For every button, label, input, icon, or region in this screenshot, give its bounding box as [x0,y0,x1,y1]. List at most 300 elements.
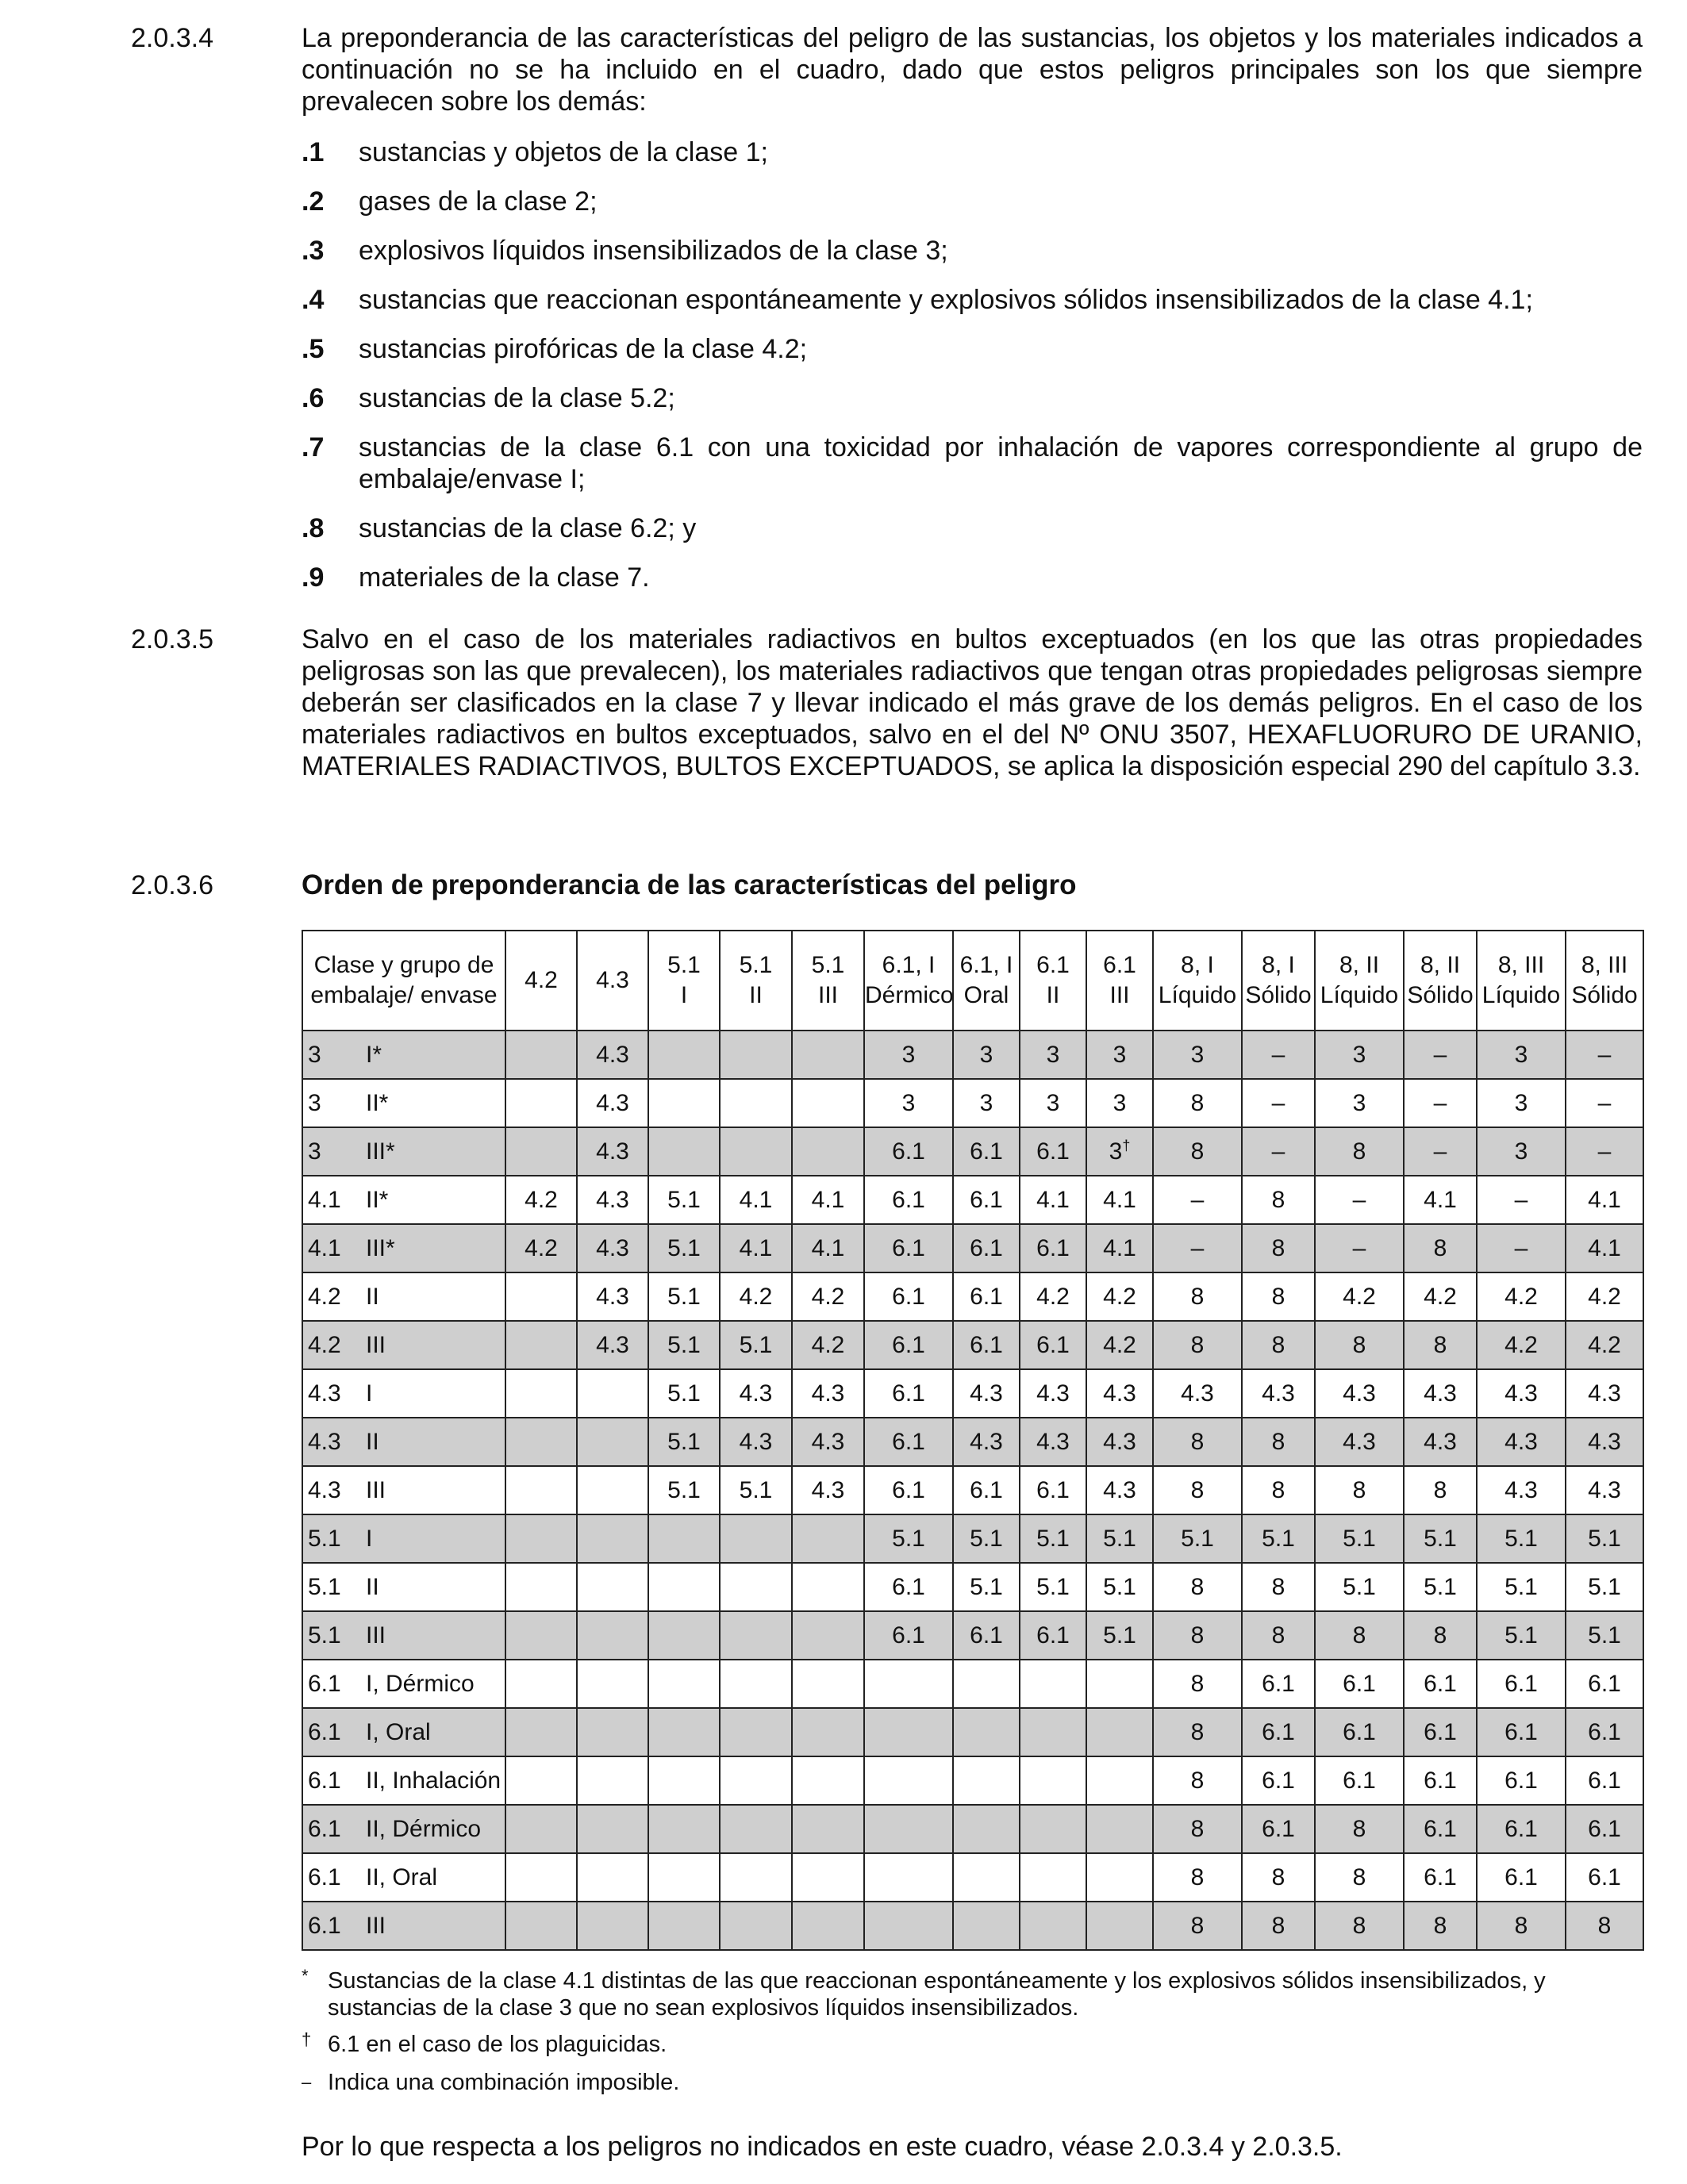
cell-value: 8 [1190,1816,1205,1842]
table-cell [864,1805,953,1853]
table-cell [1020,1563,1086,1611]
table-cell [1242,1079,1315,1127]
cell-value: 4.3 [596,1235,629,1261]
cell-value: 4.2 [525,1187,558,1213]
cell-value: 3 [1352,1042,1366,1068]
table-cell [1315,1418,1404,1466]
row-class: 4.3 [302,1466,363,1514]
table-cell [1242,1321,1315,1369]
table-cell [1566,1611,1643,1660]
table-cell [1086,1272,1153,1321]
cell-value: 8 [1271,1332,1285,1358]
table-cell [1477,1031,1566,1079]
table-cell [648,1708,720,1756]
cell-value: 6.1 [1588,1768,1621,1794]
header-corner: Clase y grupo de embalaje/ envase [302,931,505,1031]
table-cell [1404,1321,1477,1369]
cell-value: 5.1 [667,1477,701,1503]
table-cell [577,1611,648,1660]
table-row [302,1853,1643,1902]
row-packing-group: III* [363,1127,505,1176]
cell-value: 4.3 [1036,1429,1070,1455]
cell-value: 5.1 [1036,1526,1070,1552]
table-cell [577,1708,648,1756]
cell-value: 8 [1352,1816,1366,1842]
cell-value: 5.1 [892,1526,925,1552]
table-cell [720,1611,792,1660]
table-cell [720,1514,792,1563]
cell-value: 4.3 [811,1477,845,1503]
cell-value: 8 [1190,1719,1205,1745]
table-cell [1086,1853,1153,1902]
table-cell [1153,1031,1242,1079]
table-cell [577,1369,648,1418]
cell-value: 4.3 [596,1042,629,1068]
table-cell [953,1563,1020,1611]
table-cell [720,1805,792,1853]
table-cell [577,1176,648,1224]
cell-value: 6.1 [970,1187,1003,1213]
table-header-row [302,931,1643,1031]
table-cell [1477,1756,1566,1805]
table-row [302,1369,1643,1418]
column-header-line: Líquido [1320,982,1399,1008]
table-cell [1404,1660,1477,1708]
table-cell [577,1321,648,1369]
cell-value: 4.3 [1103,1380,1136,1407]
cell-value: 6.1 [970,1477,1003,1503]
cell-value: 8 [1190,1138,1205,1165]
cell-value: 8 [1271,1574,1285,1600]
cell-value: 6.1 [1343,1671,1376,1697]
cell-value: 8 [1271,1477,1285,1503]
table-cell [1566,1853,1643,1902]
table-cell [1566,1031,1643,1079]
table-cell [1086,1660,1153,1708]
cell-value: 6.1 [892,1284,925,1310]
table-cell [1315,1611,1404,1660]
row-class: 4.3 [302,1418,363,1466]
cell-value: 4.3 [1343,1429,1376,1455]
cell-value: 8 [1271,1429,1285,1455]
column-header-line: 8, II [1339,952,1380,978]
table-cell [1086,1563,1153,1611]
table-cell [1153,1611,1242,1660]
cell-value: – [1597,1138,1612,1165]
table-cell [1086,1127,1153,1176]
table-cell [1086,1902,1153,1950]
row-packing-group: I, Dérmico [363,1660,505,1708]
cell-value: – [1433,1042,1447,1068]
cell-value: 8 [1190,1429,1205,1455]
table-cell [1315,1127,1404,1176]
table-cell [648,1514,720,1563]
table-cell [953,1902,1020,1950]
table-cell [577,1079,648,1127]
cell-value: 4.3 [596,1138,629,1165]
cell-value: 4.1 [1424,1187,1457,1213]
column-header [1566,931,1643,1031]
cell-value: 4.2 [1424,1284,1457,1310]
table-cell [1566,1805,1643,1853]
cell-value: 4.2 [1588,1332,1621,1358]
table-cell [505,1466,577,1514]
cell-value: 5.1 [970,1526,1003,1552]
cell-value: 8 [1433,1235,1447,1261]
cell-value: 8 [1352,1622,1366,1649]
cell-value: 8 [1271,1187,1285,1213]
table-cell [792,1418,864,1466]
table-cell [1566,1563,1643,1611]
table-cell [505,1369,577,1418]
table-cell [1153,1369,1242,1418]
table-cell [792,1466,864,1514]
cell-value: 6.1 [1424,1768,1457,1794]
cell-value: 3 [1514,1138,1528,1165]
table-cell [1086,1708,1153,1756]
table-cell [1566,1708,1643,1756]
table-cell [1566,1176,1643,1224]
table-cell [1404,1902,1477,1950]
table-cell [1566,1079,1643,1127]
cell-value: 4.2 [1504,1284,1538,1310]
table-cell [953,1611,1020,1660]
precedence-table [302,930,1644,1951]
cell-value: 6.1 [970,1622,1003,1649]
table-cell [1477,1563,1566,1611]
table-cell [1020,1079,1086,1127]
list-item-number: .9 [302,562,325,593]
table-cell [648,1611,720,1660]
section-number: 2.0.3.5 [131,624,213,654]
row-class: 4.1 [302,1224,363,1272]
cell-value: 8 [1271,1235,1285,1261]
row-packing-group: III [363,1466,505,1514]
table-cell [1086,1611,1153,1660]
table-cell [1242,1563,1315,1611]
cell-value: 6.1 [1343,1719,1376,1745]
column-header-line: 4.2 [525,967,558,993]
table-cell [792,1611,864,1660]
table-cell [1315,1224,1404,1272]
table-cell [1086,1418,1153,1466]
cell-value: 6.1 [1588,1719,1621,1745]
table-cell [1477,1127,1566,1176]
cell-value: 3 [1352,1090,1366,1116]
row-packing-group: II, Inhalación [363,1756,505,1805]
table-cell [648,1805,720,1853]
row-packing-group: III [363,1611,505,1660]
table-cell [953,1805,1020,1853]
list-item-text: sustancias que reaccionan espontáneamente y explosivos sólidos insensibilizados de la clase 4.1; [359,285,1533,315]
column-header [792,931,864,1031]
table-row [302,1756,1643,1805]
cell-value: 5.1 [1588,1622,1621,1649]
cell-value: 6.1 [1424,1719,1457,1745]
cell-value: 4.1 [739,1235,773,1261]
column-header [1315,931,1404,1031]
table-cell [864,1514,953,1563]
table-cell [1153,1853,1242,1902]
table-row [302,1272,1643,1321]
table-cell [1242,1466,1315,1514]
table-cell [1153,1127,1242,1176]
cell-value: 8 [1433,1332,1447,1358]
cell-value: 4.1 [1588,1187,1621,1213]
table-cell [505,1902,577,1950]
table-cell [1153,1756,1242,1805]
row-class: 5.1 [302,1563,363,1611]
table-cell [1315,1079,1404,1127]
table-body [302,1031,1643,1950]
footnote-text: Sustancias de la clase 4.1 distintas de las que reaccionan espontáneamente y los explosivos sólidos insensibilizados, y sustancias de la clase 3 que no sean explosivos líquidos insensibilizados. [328,1968,1546,2021]
column-header [1086,931,1153,1031]
table-cell [1566,1418,1643,1466]
table-cell [1020,1853,1086,1902]
cell-value: 4.2 [811,1332,845,1358]
table-cell [864,1563,953,1611]
cell-value: 8 [1433,1913,1447,1939]
table-cell [864,1853,953,1902]
row-class: 6.1 [302,1853,363,1902]
cell-value: 8 [1597,1913,1612,1939]
table-row [302,1514,1643,1563]
table-cell [648,1272,720,1321]
table-cell [1477,1272,1566,1321]
table-cell [1020,1514,1086,1563]
cell-value: 8 [1352,1138,1366,1165]
column-header-line: III [1109,982,1130,1008]
table-cell [505,1031,577,1079]
column-header-line: III [818,982,839,1008]
cell-value: – [1597,1042,1612,1068]
cell-value: 4.3 [1504,1429,1538,1455]
table-cell [1404,1756,1477,1805]
cell-value: 4.3 [1504,1380,1538,1407]
column-header [505,931,577,1031]
table-cell [577,1805,648,1853]
table-cell [648,1756,720,1805]
table-cell [577,1031,648,1079]
column-header-line: Líquido [1481,982,1561,1008]
row-packing-group: III* [363,1224,505,1272]
table-cell [792,1708,864,1756]
cell-value: 6.1 [1588,1816,1621,1842]
column-header-line: 8, III [1581,952,1628,978]
table-cell [1566,1756,1643,1805]
table-cell [864,1321,953,1369]
cell-value: 8 [1190,1671,1205,1697]
cell-value: 6.1 [1036,1235,1070,1261]
table-cell [1566,1660,1643,1708]
table-cell [720,1466,792,1514]
table-row [302,1224,1643,1272]
cell-value: 4.3 [596,1332,629,1358]
cell-value: 6.1 [1262,1671,1295,1697]
table-cell [505,1756,577,1805]
cell-value: 4.2 [739,1284,773,1310]
column-header-line: 6.1 [1103,952,1136,978]
cell-value: 4.1 [739,1187,773,1213]
table-cell [792,1176,864,1224]
table-cell [577,1853,648,1902]
cell-value: 6.1 [970,1284,1003,1310]
cell-value: 8 [1271,1284,1285,1310]
table-cell [1404,1127,1477,1176]
table-row [302,1321,1643,1369]
table-cell [1477,1466,1566,1514]
cell-value: 4.2 [525,1235,558,1261]
table-row [302,1176,1643,1224]
table-cell [1086,1176,1153,1224]
table-cell [1086,1321,1153,1369]
dagger-mark: † [1122,1138,1131,1153]
table-cell [792,1321,864,1369]
table-cell [1020,1466,1086,1514]
table-cell [1566,1466,1643,1514]
column-header-line: 8, II [1420,952,1461,978]
table-cell [720,1660,792,1708]
cell-value: – [1514,1235,1528,1261]
table-cell [953,1031,1020,1079]
cell-value: 6.1 [1262,1816,1295,1842]
cell-value: – [1271,1138,1285,1165]
table-cell [1404,1708,1477,1756]
cell-value: 5.1 [970,1574,1003,1600]
table-cell [953,1079,1020,1127]
cell-value: 6.1 [1504,1719,1538,1745]
cell-value: 6.1 [1588,1671,1621,1697]
table-cell [792,1224,864,1272]
row-packing-group: III [363,1902,505,1950]
table-cell [1153,1176,1242,1224]
cell-value: 6.1 [1036,1622,1070,1649]
footnote-mark: † [302,2029,312,2049]
table-cell [720,1031,792,1079]
list-item-text: materiales de la clase 7. [359,562,650,593]
cell-value: 4.3 [1343,1380,1376,1407]
list-item-number: .7 [302,432,325,463]
column-header-line: 6.1, I [882,952,936,978]
table-cell [1020,1708,1086,1756]
column-header [1153,931,1242,1031]
cell-value: 4.3 [1103,1477,1136,1503]
cell-value: 6.1 [892,1429,925,1455]
table-cell [864,1708,953,1756]
cell-value: 8 [1433,1622,1447,1649]
section-number: 2.0.3.6 [131,870,213,900]
cell-value: 4.1 [1103,1187,1136,1213]
cell-value: 6.1 [1504,1864,1538,1890]
list-item-text: gases de la clase 2; [359,186,598,217]
table-cell [1153,1466,1242,1514]
cell-value: 3 [1046,1042,1060,1068]
table-cell [953,1321,1020,1369]
list-item-number: .2 [302,186,325,217]
table-cell [1242,1369,1315,1418]
row-class: 6.1 [302,1708,363,1756]
cell-value: – [1271,1042,1285,1068]
table-row [302,1660,1643,1708]
table-cell [1020,1369,1086,1418]
cell-value: 5.1 [667,1187,701,1213]
cell-value: 6.1 [970,1332,1003,1358]
column-header [953,931,1020,1031]
table-cell [505,1321,577,1369]
cell-value: 8 [1190,1574,1205,1600]
table-cell [953,1224,1020,1272]
table-cell [505,1660,577,1708]
cell-value: 6.1 [892,1380,925,1407]
column-header-line: 8, III [1497,952,1545,978]
table-cell [864,1176,953,1224]
table-cell [1086,1369,1153,1418]
table-cell [1242,1272,1315,1321]
table-cell [1315,1369,1404,1418]
table-cell [792,1805,864,1853]
table-row [302,1031,1643,1079]
column-header [1477,931,1566,1031]
column-header-line: 8, I [1181,952,1214,978]
footnote-text: 6.1 en el caso de los plaguicidas. [328,2032,667,2057]
column-header-line: Sólido [1407,982,1474,1008]
cell-value: 6.1 [1424,1864,1457,1890]
table-cell [648,1176,720,1224]
table-cell [720,1224,792,1272]
table-cell [1242,1660,1315,1708]
table-cell [577,1756,648,1805]
cell-value: 8 [1190,1090,1205,1116]
list-item-number: .8 [302,513,325,543]
row-packing-group: II [363,1418,505,1466]
cell-value: 4.1 [1588,1235,1621,1261]
cell-value: 4.3 [596,1187,629,1213]
table-cell [1477,1079,1566,1127]
cell-value: – [1433,1138,1447,1165]
table-cell [1242,1756,1315,1805]
table-cell [792,1031,864,1079]
table-cell [720,1563,792,1611]
table-cell [864,1902,953,1950]
table-cell [1566,1321,1643,1369]
cell-value: 8 [1190,1284,1205,1310]
table-cell [648,1853,720,1902]
cell-value: 3 [979,1090,993,1116]
table-cell [1477,1418,1566,1466]
table-cell [1153,1272,1242,1321]
table-cell [864,1611,953,1660]
cell-value: 3 [1112,1090,1127,1116]
table-row [302,1805,1643,1853]
cell-value: 8 [1271,1913,1285,1939]
table-cell [1315,1321,1404,1369]
cell-value: 3 [1190,1042,1205,1068]
cell-value: 4.1 [811,1187,845,1213]
cell-value: 6.1 [1588,1864,1621,1890]
cell-value: 6.1 [1424,1816,1457,1842]
table-cell [1477,1902,1566,1950]
column-header-line: Líquido [1158,982,1237,1008]
list-item-text: sustancias de la clase 6.1 con una toxicidad por inhalación de vapores correspondiente al grupo de embalaje/envase I; [359,432,1643,494]
table-cell [1315,1514,1404,1563]
table-cell [1477,1369,1566,1418]
table-cell [1242,1127,1315,1176]
section-heading: Orden de preponderancia de las características del peligro [302,869,1077,900]
cell-value: 4.2 [811,1284,845,1310]
cell-value: 4.3 [596,1090,629,1116]
table-cell [953,1176,1020,1224]
cell-value: 4.2 [1036,1284,1070,1310]
